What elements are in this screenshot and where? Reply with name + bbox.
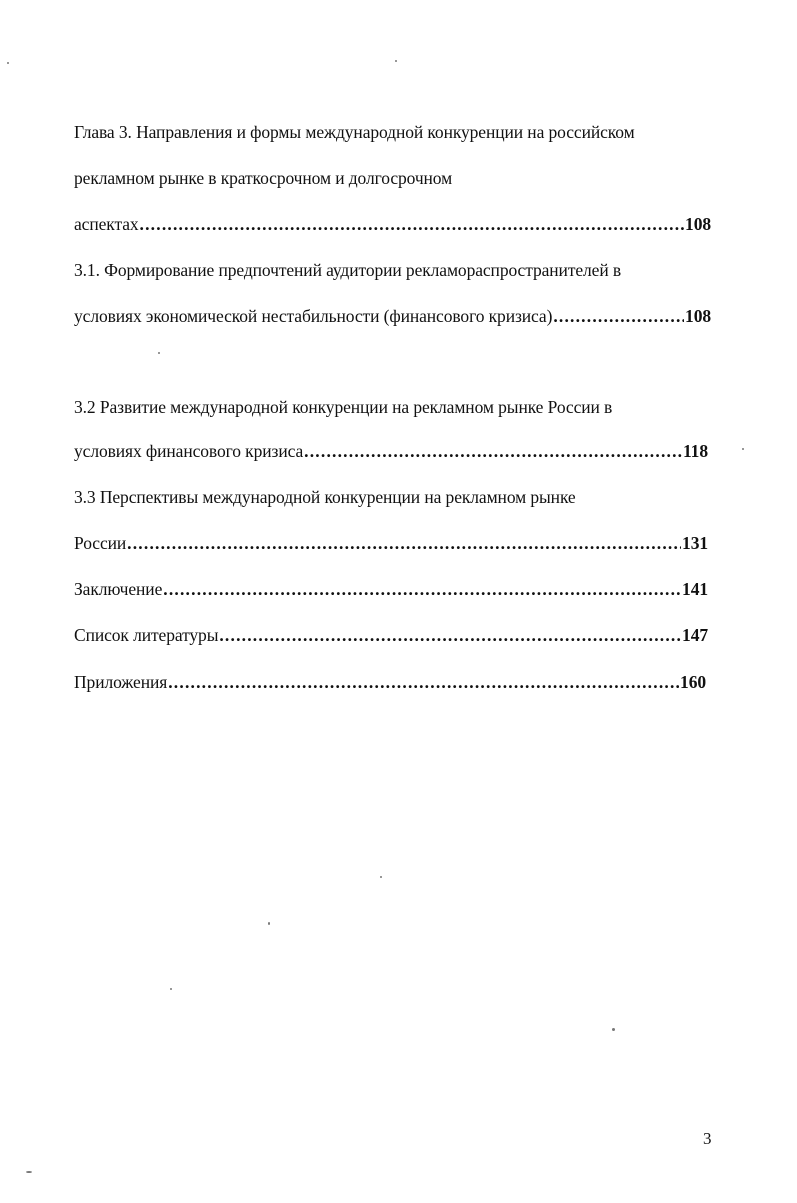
section3-3-title-line1: 3.3 Перспективы международной конкуренции на рекламном рынке: [74, 487, 576, 507]
section3-2-title-line1: 3.2 Развитие международной конкуренции на рекламном рынке России в: [74, 397, 613, 417]
scan-speck: [26, 1171, 32, 1173]
bibliography-title: Список литературы: [74, 625, 219, 645]
scan-speck: [170, 988, 172, 990]
appendices-entry: [74, 671, 706, 693]
leader-dots: [140, 213, 685, 235]
section3-1-page-number: 108: [685, 306, 711, 326]
page-number: 3: [703, 1129, 712, 1148]
appendices-title: Приложения: [74, 672, 168, 692]
scan-speck: [7, 62, 9, 64]
bibliography-entry: [74, 624, 708, 646]
leader-dots: [219, 624, 681, 646]
section3-1-title-line1: 3.1. Формирование предпочтений аудитории рекламораспространителей в: [74, 260, 622, 280]
section3-1-entry: [74, 305, 711, 327]
section3-2-page-number: 118: [683, 441, 708, 461]
section3-3-entry: [74, 532, 708, 554]
section3-2-entry: [74, 440, 708, 462]
appendices-page-number: 160: [680, 672, 706, 692]
conclusion-title: Заключение: [74, 579, 163, 599]
scan-speck: [612, 1028, 615, 1031]
chapter3-title-line3: аспектах: [74, 214, 139, 234]
scan-speck: [395, 60, 397, 62]
chapter3-entry: [74, 213, 711, 235]
section3-3-title-line2: России: [74, 533, 127, 553]
scan-speck: [742, 448, 744, 450]
scan-speck: [268, 922, 270, 925]
leader-dots: [168, 671, 679, 693]
section3-1-title-line2: условиях экономической нестабильности (финансового кризиса): [74, 306, 553, 326]
scan-speck: [158, 352, 160, 354]
conclusion-page-number: 141: [682, 579, 708, 599]
bibliography-page-number: 147: [682, 625, 708, 645]
scan-speck: [380, 876, 382, 878]
leader-dots: [553, 305, 684, 327]
section3-3-page-number: 131: [682, 533, 708, 553]
conclusion-entry: [74, 578, 708, 600]
chapter3-title-line2: рекламном рынке в краткосрочном и долгосрочном: [74, 168, 453, 188]
chapter3-title-line1: Глава 3. Направления и формы международной конкуренции на российском: [74, 122, 635, 142]
chapter3-page-number: 108: [685, 214, 711, 234]
section3-2-title-line2: условиях финансового кризиса: [74, 441, 304, 461]
leader-dots: [163, 578, 681, 600]
leader-dots: [127, 532, 681, 554]
leader-dots: [304, 440, 682, 462]
